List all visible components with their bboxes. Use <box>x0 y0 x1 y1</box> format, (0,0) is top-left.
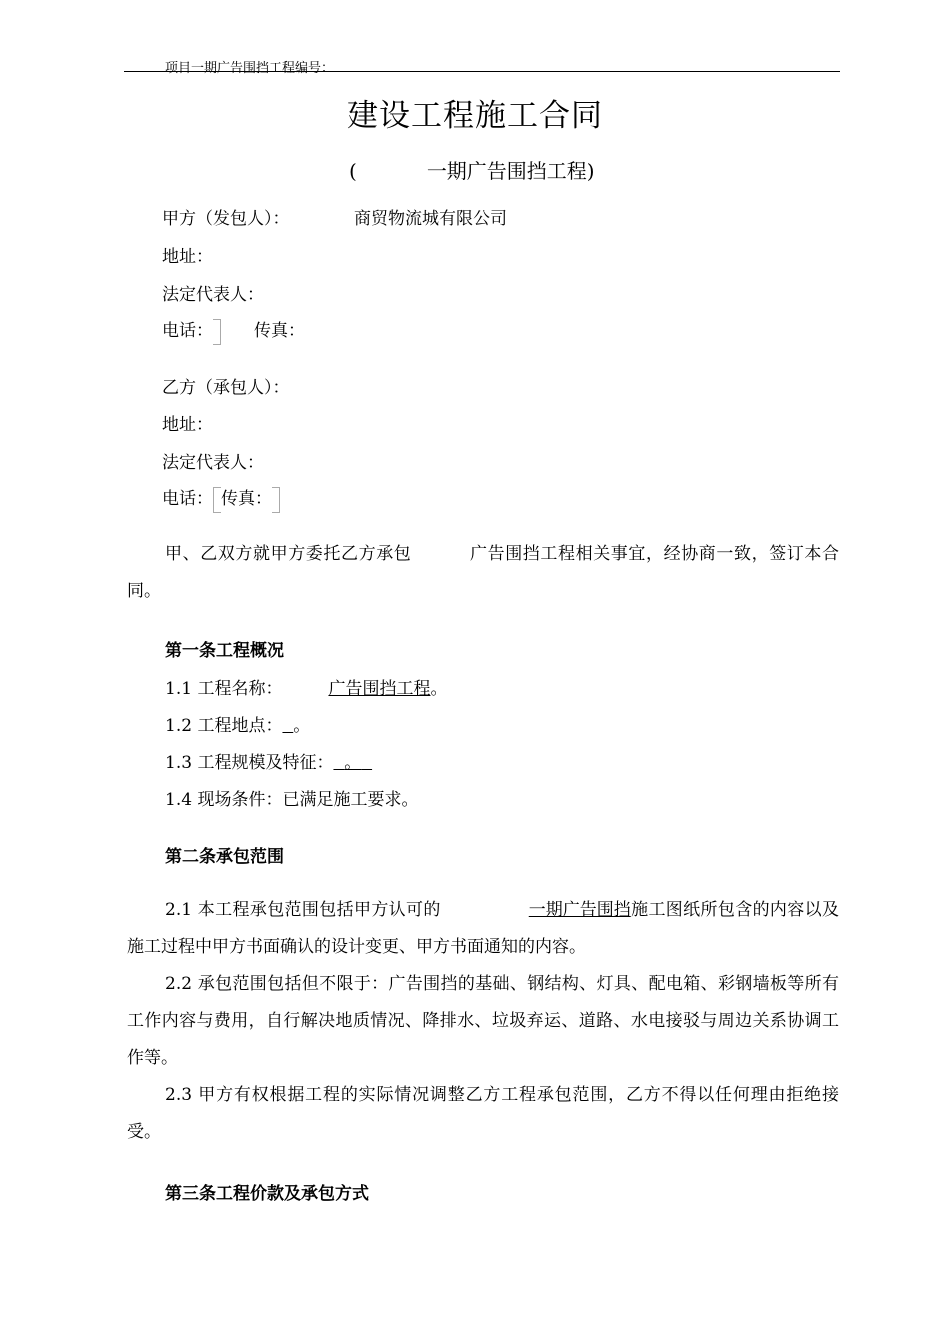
form-field-marker <box>213 319 221 345</box>
item2-label: 1.2 工程地点： <box>165 716 283 736</box>
party-b-contact <box>162 484 280 513</box>
party-b-label: 乙方（承包人）： <box>162 378 290 398</box>
article2-p2: 2.2 承包范围包括但不限于：广告围挡的基础、钢结构、灯具、配电箱、彩钢墙板等所有工作内容与费用，自行解决地质情况、降排水、垃圾弃运、道路、水电接驳与周边关系协调工作等。 <box>127 974 839 1068</box>
item2-blank <box>282 716 293 736</box>
item1-label: 1.1 工程名称： <box>165 679 283 699</box>
article2-p3: 2.3 甲方有权根据工程的实际情况调整乙方工程承包范围，乙方不得以任何理由拒绝接受。 <box>127 1085 839 1142</box>
party-a-address-label: 地址： <box>162 247 213 267</box>
article1-item2: 1.2 工程地点： 。 <box>165 716 311 736</box>
article2-p1: 2.1 本工程承包范围包括甲方认可的 一期广告围挡施工图纸所包含的内容以及施工过程中甲方书面确认的设计变更、甲方书面通知的内容。 <box>127 892 839 966</box>
item3-label: 1.3 工程规模及特征： <box>165 753 334 773</box>
party-a-name: 商贸物流城有限公司 <box>354 209 507 229</box>
subtitle-paren: ( <box>349 159 357 183</box>
party-b-rep-label: 法定代表人： <box>162 453 264 473</box>
form-field-marker <box>213 487 221 513</box>
document-title: 建设工程施工合同 <box>347 98 603 134</box>
party-a-fax-label: 传真： <box>254 321 305 341</box>
party-b-address-label: 地址： <box>162 415 213 435</box>
intro-part1: 甲、乙双方就甲方委托乙方承包 <box>165 544 412 564</box>
item1-value: 广告围挡工程 <box>328 679 431 699</box>
document-subtitle <box>349 155 595 184</box>
party-a-contact <box>162 316 305 345</box>
page-header: 项目一期广告围挡工程编号： <box>165 61 335 76</box>
article3-heading: 第三条工程价款及承包方式 <box>165 1184 369 1204</box>
party-a-label: 甲方（发包人）： <box>162 209 290 229</box>
party-b-fax-label: 传真： <box>221 489 272 509</box>
party-a-rep-label: 法定代表人： <box>162 285 264 305</box>
intro-part2: 广告围挡工程相关事宜，经协商一致，签订本合同。 <box>127 544 840 601</box>
article1-item4: 1.4 现场条件：已满足施工要求。 <box>165 790 419 810</box>
party-b-phone-label: 电话： <box>162 489 213 509</box>
article2-heading: 第二条承包范围 <box>165 847 284 867</box>
party-a-phone-label: 电话： <box>162 321 213 341</box>
article1-heading: 第一条工程概况 <box>165 641 284 661</box>
header-rule <box>124 71 840 72</box>
item3-value: 。 <box>344 753 362 773</box>
scope-value: 一期广告围挡 <box>528 900 631 920</box>
article1-item1: 1.1 工程名称： 广告围挡工程。 <box>165 674 447 699</box>
subtitle-text: 一期广告围挡工程) <box>426 159 595 183</box>
intro-paragraph <box>127 536 839 610</box>
article1-item3 <box>165 748 372 773</box>
form-field-marker <box>272 487 280 513</box>
